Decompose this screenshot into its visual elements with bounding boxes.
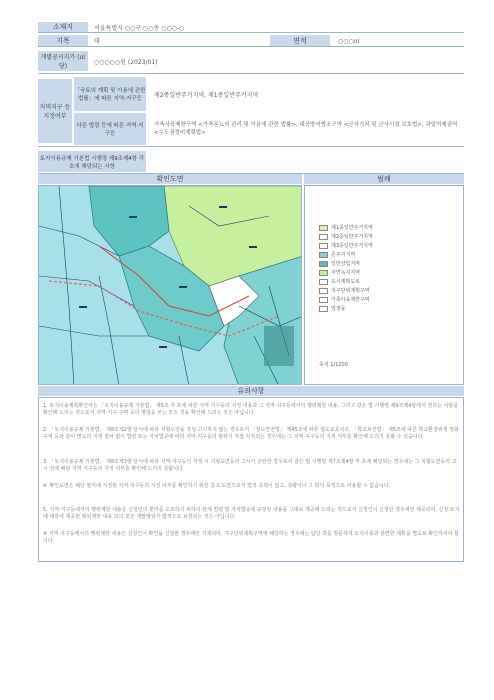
address-value: 서울특별시 ○○구 ○○동 ○○○-○ (94, 24, 185, 32)
category-value: 대 (94, 38, 100, 45)
legend-item (319, 242, 373, 249)
legend-swatch (319, 270, 328, 276)
area-label: 면적 (270, 35, 330, 46)
legend-item (319, 269, 360, 276)
legend-label: 제1종일반주거지역 (331, 225, 373, 231)
note-item: 5. 지역·지구등에서의 행위제한 내용은 신청인의 편의를 도모하기 위하여 관계 법령 및 자치법규에 규정된 내용을 그대로 제공해 드리는 것으로서 신청인이 신청한 경우에만 제공되며, 신청 토지에 대하여 제공된 행위제한 내용 외의 모든 개발행위가 법적으로 보장되는 것은 아닙니다. (43, 507, 460, 520)
land-price-row (38, 48, 464, 74)
legend-item (319, 233, 373, 240)
zoning-label: 지역지구 등 지정여부 (38, 79, 72, 143)
note-item: 1. 토지이용계획확인서는 「토지이용규제 기본법」 제5조 각 호에 따른 지역·지구등의 지정 내용과 그 지역·지구등에서의 행위제한 내용, 그리고 같은 법 시행령 제9조제4항에서 정하는 사항을 확인해 드리는 것으로서 지역·지구·구역 등의 명칭을 쓰는 모든 것을 확인해 드리는 것은 아닙니다. (43, 403, 459, 416)
note-item: 4. 확인도면은 해당 필지에 지정된 지역·지구등의 지정 여부를 확인하기 위한 참고 도면으로서 법적 효력이 없고, 측량이나 그 밖의 목적으로 사용할 수 없습니다. (43, 483, 391, 489)
legend-item (319, 305, 346, 312)
legend-label: 도시계획도로 (331, 279, 360, 285)
area-value: ○○○㎡ (338, 38, 360, 45)
zoning-sub1-value: 제2종일반주거지역, 제1종일반주거지역 (154, 91, 259, 99)
legend-swatch (319, 297, 328, 303)
legend-item (319, 278, 360, 285)
legend-swatch (319, 234, 328, 240)
zoning-sub2-label: 다른 법령 등에 따른 지역·지구등 (74, 113, 146, 145)
legend-swatch (319, 243, 328, 249)
map-title: 확인도면 (38, 174, 302, 184)
zoning-row (38, 75, 464, 147)
regulation-value (150, 151, 460, 172)
note-item: 2. 「토지이용규제 기본법」 제8조제2항 단서에 따라 지형도면을 작성·고시하지 않는 경우로서 「철도안전법」 제45조에 따른 철도보호지구, 「학교보건법」 제5조에 따른 학교환경위생 정화구역 등과 같이 별도의 지정 절차 없이 법령 또는 자치법규에 따라 지역·지구등의 범위가 직접 지정되는 경우에는 그 지역·지구등의 지정 여부를 확인해 드리지 못할 수 있습니다. (43, 427, 459, 440)
legend-item (319, 296, 370, 303)
legend-swatch (319, 288, 328, 294)
address-row (38, 22, 464, 33)
category-row (38, 34, 464, 47)
note-item: ※ 지역·지구등에서의 행위제한 내용은 신청인이 확인을 신청한 경우에만 기재되며, 지구단위계획구역에 해당하는 경우에는 담당 과를 방문하여 토지이용과 관련한 계획을 별도로 확인하셔야 합니다. (43, 531, 459, 544)
zoning-sub1-label: 「국토의 계획 및 이용에 관한 법률」에 따른 지역·지구등 (74, 77, 146, 111)
legend-item (319, 251, 355, 258)
legend-label: 일반상업지역 (331, 261, 360, 267)
legend-label: 법정동 (331, 306, 346, 312)
map-drawing (39, 186, 302, 385)
regulation-row (38, 148, 464, 174)
zoning-sub2-value: 가축사육제한구역 <가축분뇨의 관리 및 이용에 관한 법률>, 대공방어협조구역 <군사기지 및 군사시설 보호법>, 과밀억제권역 <수도권정비계획법> (154, 122, 458, 136)
legend-label: 가축사육제한구역 (331, 297, 370, 303)
legend-swatch (319, 306, 328, 312)
legend-label: 준주거지역 (331, 252, 356, 258)
land-price-label: 개별공시지가 (㎡당) (38, 51, 88, 71)
category-label: 지목 (38, 35, 88, 46)
legend-swatch (319, 225, 328, 231)
map-scale: 축척 1/1200 (319, 362, 348, 368)
legend-label: 제2종일반주거지역 (331, 234, 373, 240)
address-label: 소재지 (38, 22, 88, 32)
legend-item (319, 287, 370, 294)
legend-label: 제3종일반주거지역 (331, 243, 373, 249)
regulation-label: 토지이용규제 기본법 시행령 제9조제4항 각 호에 해당되는 사항 (38, 151, 146, 172)
legend-swatch (319, 252, 328, 258)
legend-label: 지구단위계획구역 (331, 288, 370, 294)
note-item: 3. 「토지이용규제 기본법」 제8조제3항 단서에 따라 지역·지구등의 지정 시 지형도면등의 고시가 곤란한 경우로서 같은 법 시행령 제7조제4항 각 호에 해당되는 경우에는 그 지형도면등의 고시 전에 해당 지역·지구등의 지정 여부를 확인해 드리지 못합니다. (43, 459, 457, 472)
notes-panel (38, 397, 464, 562)
legend-swatch (319, 279, 328, 285)
land-use-plan-certificate (38, 22, 464, 562)
legend-title: 범례 (304, 174, 464, 184)
legend-swatch (319, 261, 328, 267)
legend-item (319, 260, 360, 267)
legend-item (319, 224, 373, 231)
legend-panel (304, 185, 464, 385)
confirmation-map (38, 185, 302, 385)
notes-title: 유의사항 (38, 386, 464, 396)
legend-label: 자연녹지지역 (331, 270, 360, 276)
land-price-value: ○○○○○원 (2023/01) (94, 58, 158, 66)
